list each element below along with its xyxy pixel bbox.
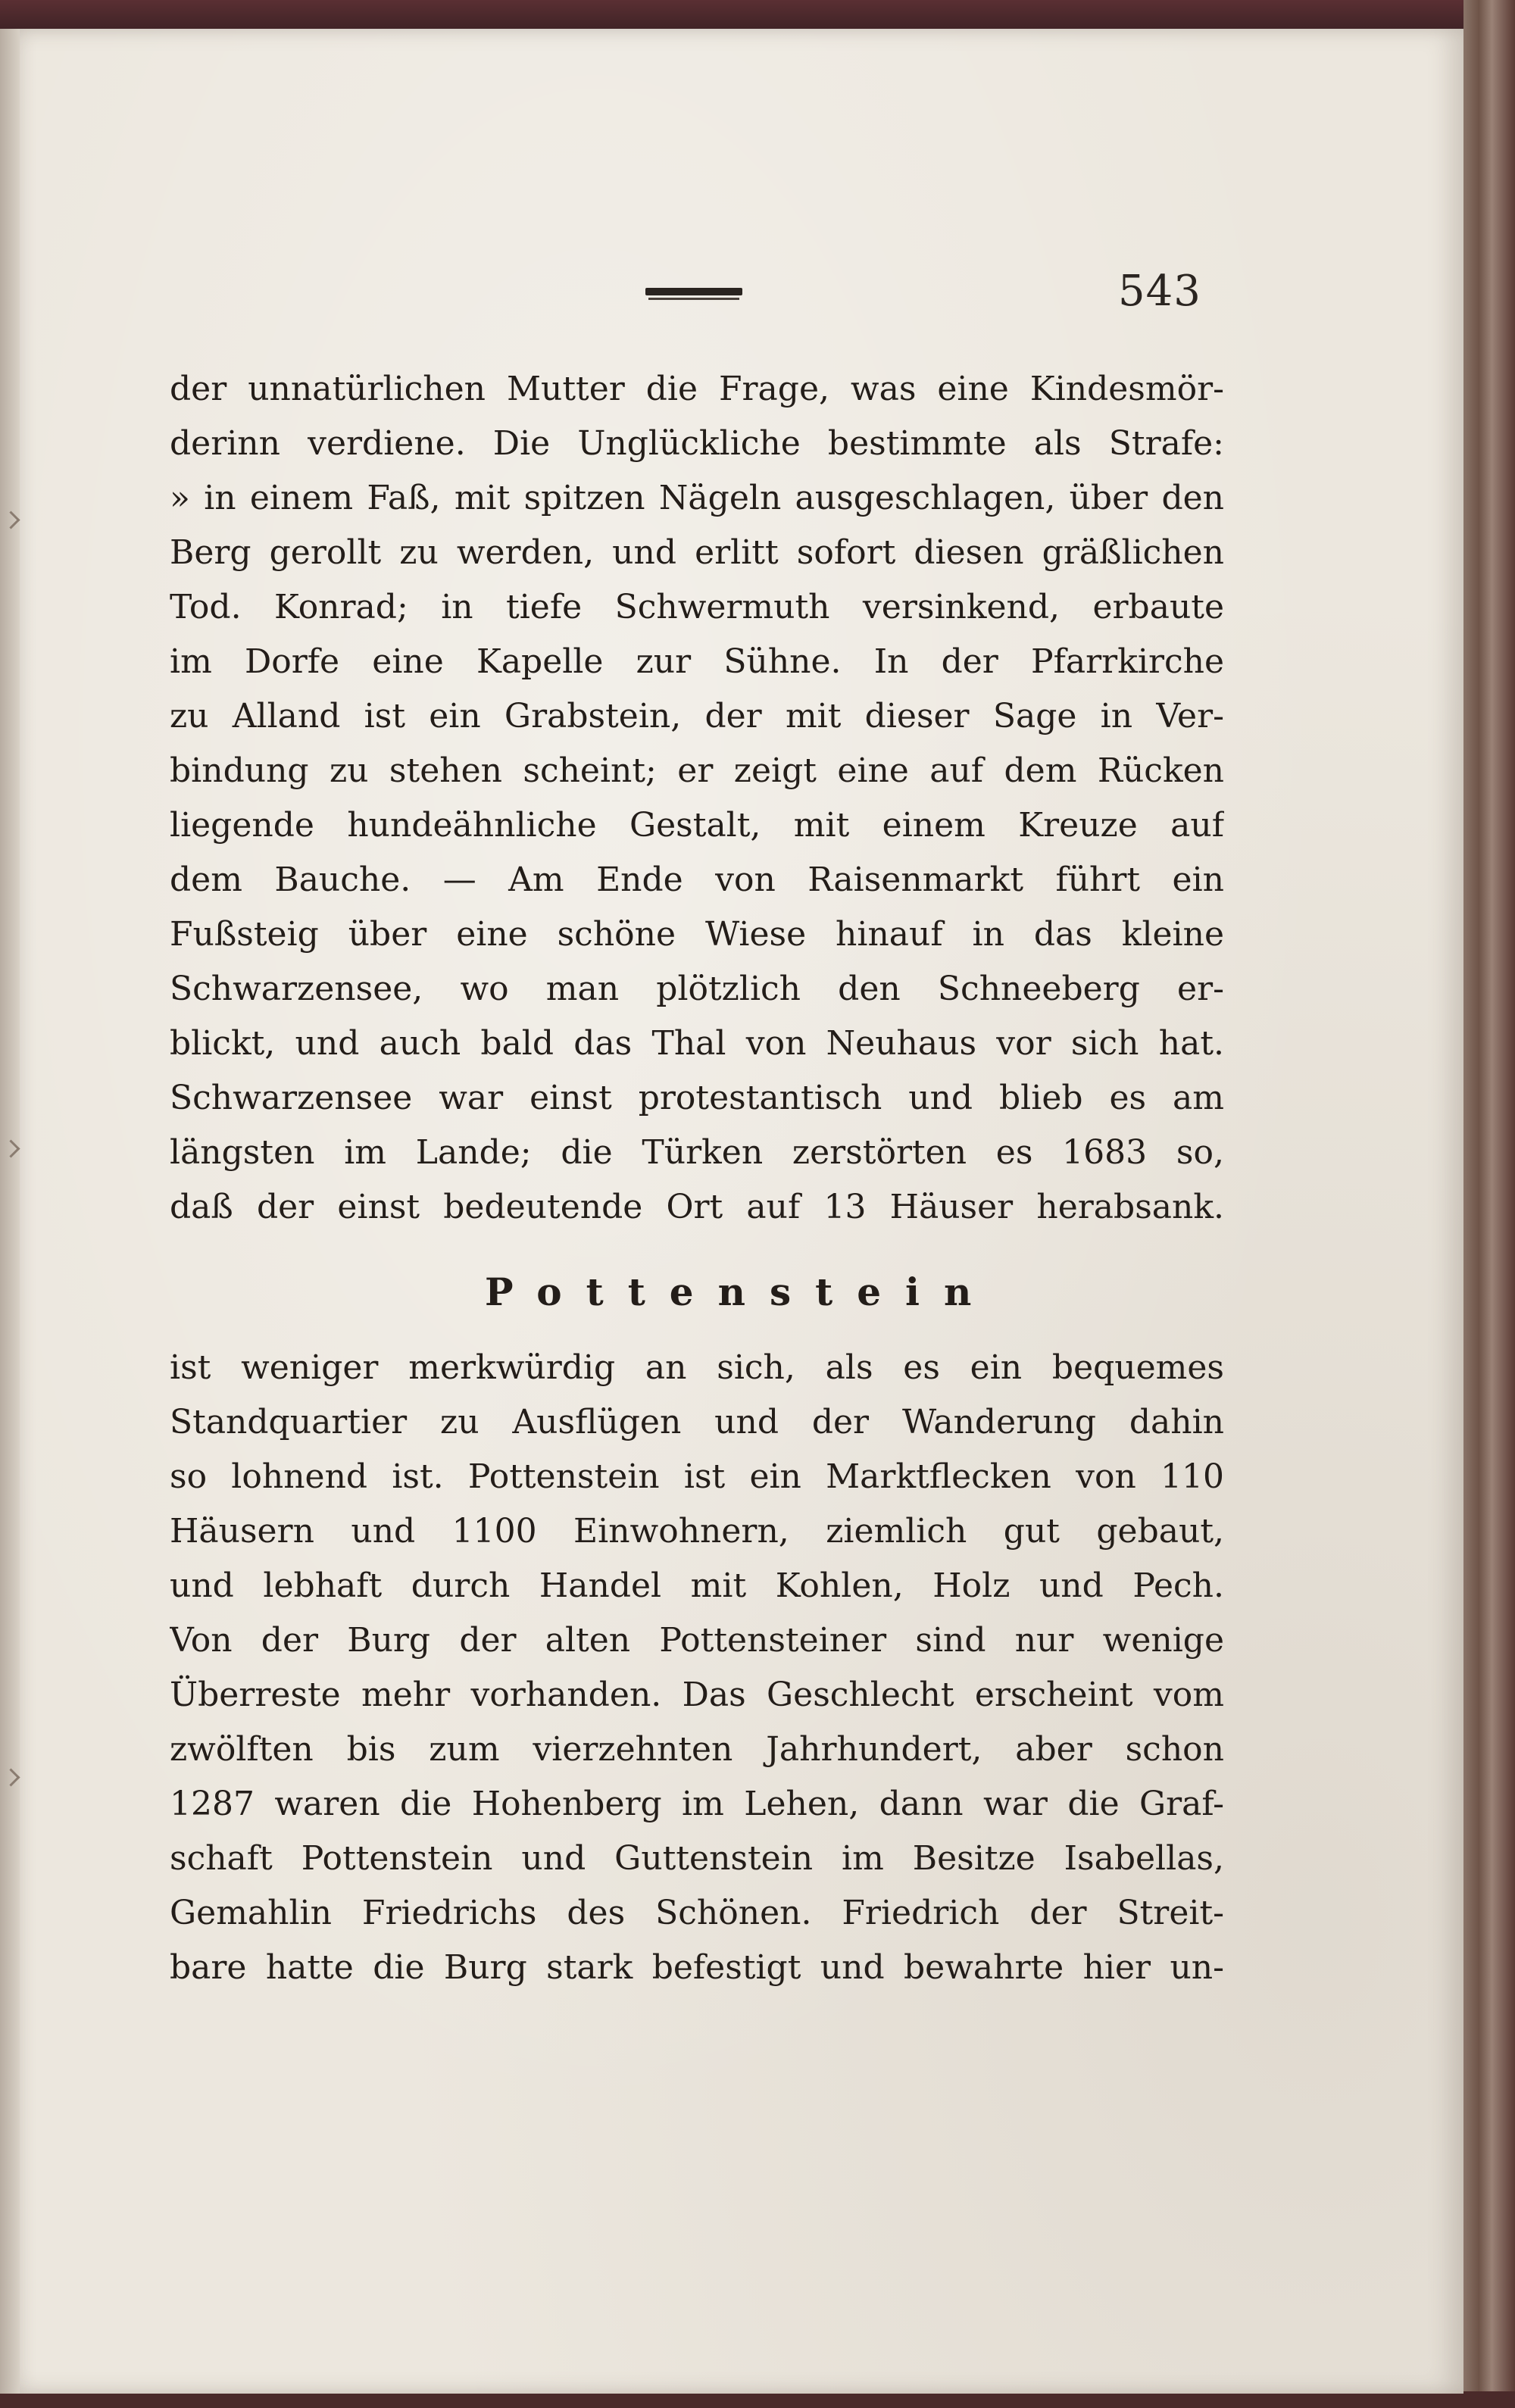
text-line: schaft Pottenstein und Guttenstein im Besitze Isabellas,: [170, 1839, 1224, 1878]
text-line: dem Bauche. — Am Ende von Raisenmarkt führt ein: [170, 860, 1224, 899]
text-line: längsten im Lande; die Türken zerstörten es 1683 so,: [170, 1133, 1224, 1172]
book-cover-bottom-edge: [0, 2391, 1515, 2408]
binding-stitch: [2, 1768, 20, 1786]
paragraph-1: [170, 362, 1224, 1235]
text-line: Schwarzensee, wo man plötzlich den Schneeberg er-: [170, 970, 1224, 1008]
text-line: Gemahlin Friedrichs des Schönen. Friedrich der Streit-: [170, 1894, 1224, 1932]
paragraph-2: [170, 1341, 1224, 1995]
text-line: daß der einst bedeutende Ort auf 13 Häuser herabsank.: [170, 1188, 1224, 1226]
header-rule: [645, 288, 742, 295]
text-line: derinn verdiene. Die Unglückliche bestimmte als Strafe:: [170, 424, 1224, 463]
binding-stitch: [2, 511, 20, 529]
text-line: Berg gerollt zu werden, und erlitt sofort diesen gräßlichen: [170, 533, 1224, 572]
text-line: zu Alland ist ein Grabstein, der mit dieser Sage in Ver-: [170, 697, 1224, 736]
text-line: liegende hundeähnliche Gestalt, mit einem Kreuze auf: [170, 806, 1224, 845]
section-heading: Pottenstein: [485, 1270, 996, 1314]
text-line: » in einem Faß, mit spitzen Nägeln ausgeschlagen, über den: [170, 479, 1224, 517]
text-line: ist weniger merkwürdig an sich, als es ein bequemes: [170, 1348, 1224, 1387]
text-line: bindung zu stehen scheint; er zeigt eine auf dem Rücken: [170, 751, 1224, 790]
text-line: blickt, und auch bald das Thal von Neuhaus vor sich hat.: [170, 1024, 1224, 1063]
book-page-edges: [1463, 0, 1515, 2408]
text-line: Überreste mehr vorhanden. Das Geschlecht erscheint vom: [170, 1676, 1224, 1714]
text-line: und lebhaft durch Handel mit Kohlen, Holz und Pech.: [170, 1566, 1224, 1605]
text-line: Standquartier zu Ausflügen und der Wanderung dahin: [170, 1403, 1224, 1441]
text-line: Schwarzensee war einst protestantisch und blieb es am: [170, 1079, 1224, 1117]
text-line: Tod. Konrad; in tiefe Schwermuth versinkend, erbaute: [170, 588, 1224, 626]
text-line: zwölften bis zum vierzehnten Jahrhundert, aber schon: [170, 1730, 1224, 1769]
binding-stitch: [2, 1139, 20, 1157]
text-line: so lohnend ist. Pottenstein ist ein Marktflecken von 110: [170, 1457, 1224, 1496]
text-line: der unnatürlichen Mutter die Frage, was eine Kindesmör-: [170, 370, 1224, 408]
book-binding: [0, 29, 20, 2394]
book-cover-top-edge: [0, 0, 1515, 30]
text-line: im Dorfe eine Kapelle zur Sühne. In der Pfarrkirche: [170, 642, 1224, 681]
page-number: 543: [1118, 267, 1201, 316]
text-line: bare hatte die Burg stark befestigt und bewahrte hier un-: [170, 1948, 1224, 1987]
text-line: Fußsteig über eine schöne Wiese hinauf in das kleine: [170, 915, 1224, 954]
text-line: 1287 waren die Hohenberg im Lehen, dann war die Graf-: [170, 1785, 1224, 1823]
text-line: Häusern und 1100 Einwohnern, ziemlich gut gebaut,: [170, 1512, 1224, 1551]
text-line: Von der Burg der alten Pottensteiner sind nur wenige: [170, 1621, 1224, 1660]
